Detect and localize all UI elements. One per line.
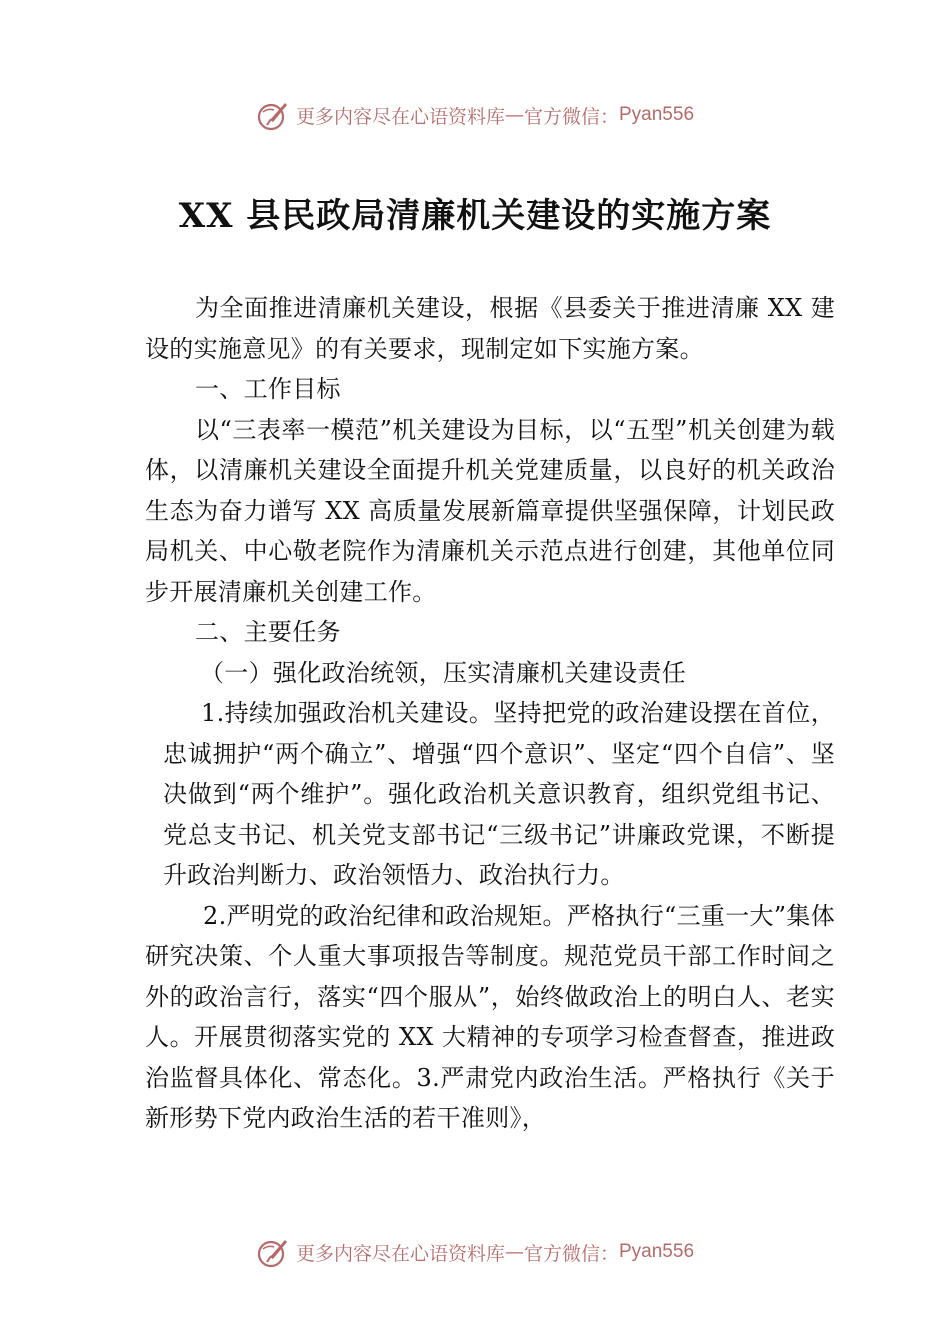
header-watermark-banner — [0, 95, 950, 135]
document-body — [145, 288, 835, 1139]
footer-watermark-banner — [0, 1232, 950, 1272]
task-item-1: 1.持续加强政治机关建设。坚持把党的政治建设摆在首位，忠诚拥护“两个确立”、增强“四个意识”、坚定“四个自信”、坚决做到“两个维护”。强化政治机关意识教育，组织党组书记、党总支书记、机关党支部书记“三级书记”讲廉政党课，不断提升政治判断力、政治领悟力、政治执行力。 — [163, 699, 835, 889]
quill-logo-icon — [256, 98, 290, 132]
section-heading-goals: 一、工作目标 — [195, 375, 341, 403]
banner-dash: — — [504, 1241, 524, 1263]
quill-logo-icon — [256, 1235, 290, 1269]
banner-wechat-label: 官方微信： — [523, 1242, 619, 1265]
banner-wechat-id: Pyan556 — [619, 1241, 695, 1262]
document-title: XX 县民政局清廉机关建设的实施方案 — [178, 196, 772, 236]
section-heading-tasks: 二、主要任务 — [195, 618, 341, 646]
intro-paragraph: 为全面推进清廉机关建设，根据《县委关于推进清廉 XX 建设的实施意见》的有关要求，现制定如下实施方案。 — [145, 294, 835, 363]
task-item-2: 2.严明党的政治纪律和政治规矩。严格执行“三重一大”集体研究决策、个人重大事项报告等制度。规范党员干部工作时间之外的政治言行，落实“四个服从”，始终做政治上的明白人、老实人。开展贯彻落实党的 XX 大精神的专项学习检查督查，推进政治监督具体化、常态化。3.严肃党内政治生活。严格执行《关于新形势下党内政治生活的若干准则》， — [145, 901, 835, 1132]
banner-wechat-id: Pyan556 — [619, 104, 695, 125]
banner-wechat-label: 官方微信： — [523, 105, 619, 128]
goal-paragraph: 以“三表率一模范”机关建设为目标，以“五型”机关创建为载体，以清廉机关建设全面提升机关党建质量，以良好的机关政治生态为奋力谱写 XX 高质量发展新篇章提供坚强保障，计划民政局机关、中心敬老院作为清廉机关示范点进行创建，其他单位同步开展清廉机关创建工作。 — [145, 415, 835, 606]
banner-library-text: 更多内容尽在心语资料库 — [295, 1242, 505, 1265]
banner-dash: — — [504, 104, 524, 126]
banner-library-text: 更多内容尽在心语资料库 — [295, 105, 505, 128]
subsection-heading: （一）强化政治统领，压实清廉机关建设责任 — [200, 658, 686, 687]
